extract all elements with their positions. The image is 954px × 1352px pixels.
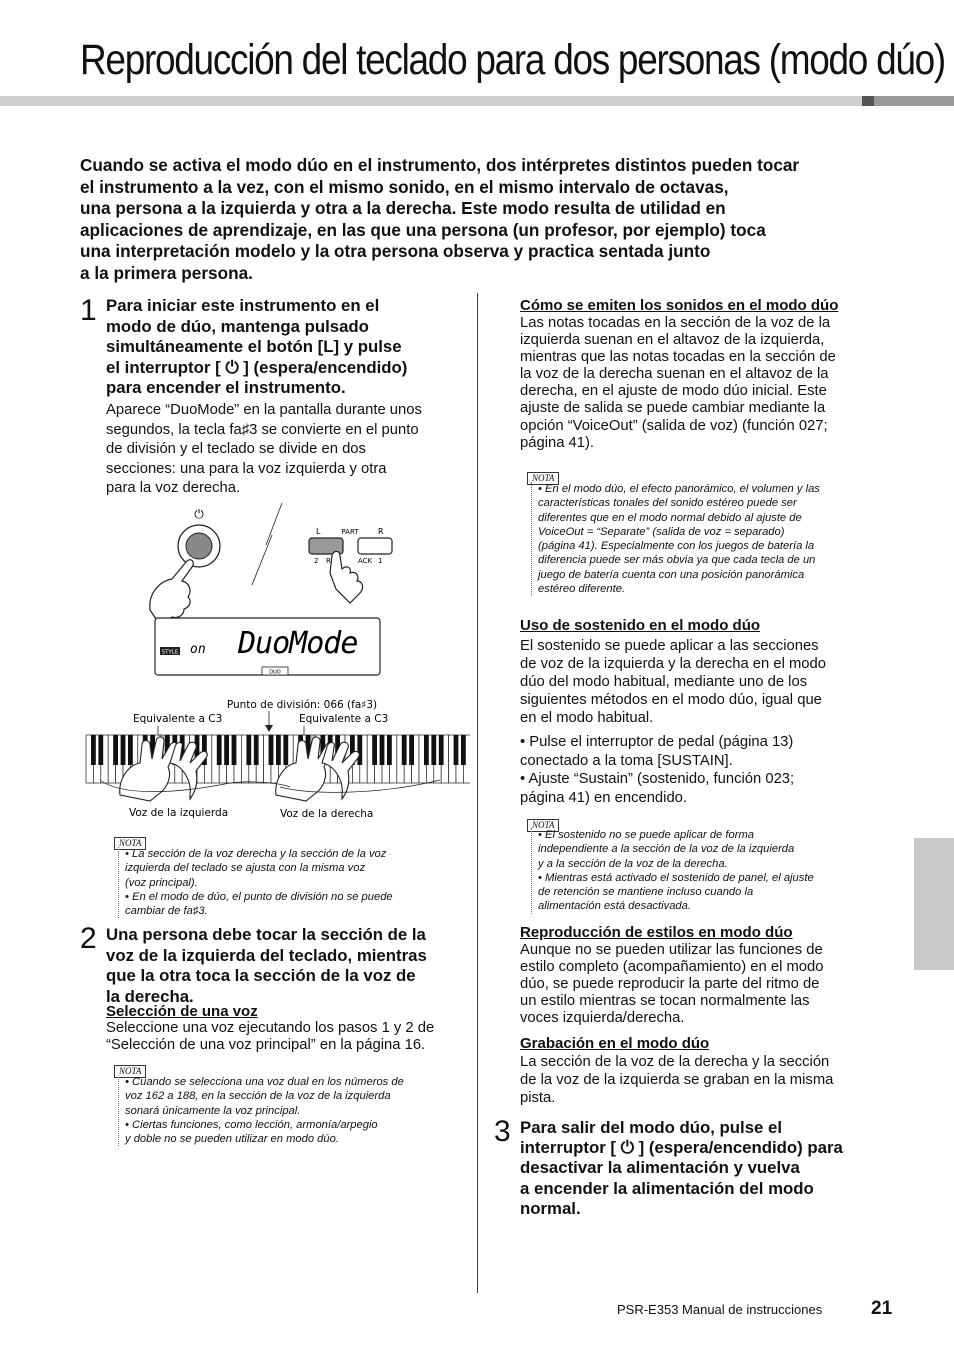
step-3-heading-line: a encender la alimentación del modo: [520, 1178, 814, 1198]
black-key: [357, 735, 362, 765]
note-badge: NOTA: [114, 837, 146, 850]
step-3-heading: [520, 1118, 843, 1219]
black-key: [424, 735, 429, 765]
black-key: [409, 735, 414, 765]
recording-line: La sección de la voz de la derecha y la sección: [520, 1054, 830, 1070]
black-key: [372, 735, 377, 765]
sound-output-line: mientras que las notas tocadas en la sección de: [520, 349, 836, 366]
sustain-body: [520, 637, 826, 727]
black-key: [224, 735, 229, 765]
note-3-line: diferencia puede ser más obvia ya que cada tecla de un: [538, 554, 816, 567]
step-1-heading-line: el interruptor [ ⏻ ] (espera/encendido): [106, 357, 408, 377]
black-key: [276, 735, 281, 765]
subhead-recording: Grabación en el modo dúo: [520, 1035, 710, 1052]
step-number-1: 1: [80, 294, 97, 327]
sound-output-line: opción “VoiceOut” (salida de voz) (función 027;: [520, 417, 828, 434]
page-number: 21: [871, 1298, 893, 1319]
sound-output-line: ajuste de salida se puede cambiar mediante la: [520, 400, 826, 417]
note-1-line: cambiar de fa♯3.: [125, 905, 208, 918]
recording-line: pista.: [520, 1090, 556, 1106]
note-4-text: [531, 828, 814, 914]
black-key: [454, 735, 459, 765]
note-1-text: [118, 847, 393, 918]
note-2-line: • Ciertas funciones, como lección, armonía/arpegio: [125, 1118, 378, 1131]
intro-paragraph: [80, 155, 880, 284]
subhead-select-voice: Selección de una voz: [106, 1003, 258, 1020]
page-title: Reproducción del teclado para dos personas (modo dúo): [80, 36, 945, 84]
r-button-label: R: [378, 527, 384, 536]
note-2-text: [118, 1075, 404, 1146]
intro-line: Cuando se activa el modo dúo en el instrumento, dos intérpretes distintos pueden tocar: [80, 155, 800, 175]
sustain-line: siguientes métodos en el modo dúo, igual que: [520, 692, 822, 708]
sound-output-line: izquierda suenan en el altavoz de la izquierda,: [520, 332, 825, 349]
black-key: [380, 735, 385, 765]
note-3-line: • En el modo dúo, el efecto panorámico, el volumen y las: [538, 483, 820, 495]
note-1-line: (voz principal).: [125, 876, 198, 889]
note-4-line: y a la sección de la voz de la derecha.: [538, 857, 728, 870]
sustain-bullet-line: página 41) en encendido.: [520, 789, 688, 806]
black-key: [269, 735, 274, 765]
black-key: [283, 735, 288, 765]
step-1-body-line: segundos, la tecla fa♯3 se convierte en el punto: [106, 421, 419, 438]
sound-output-line: página 41).: [520, 434, 595, 451]
black-key: [232, 735, 237, 765]
black-key: [439, 735, 444, 765]
note-1-line: • En el modo de dúo, el punto de división no se puede: [125, 890, 393, 903]
svg-text:R: R: [326, 557, 331, 565]
sustain-bullet-line: conectado a la toma [SUSTAIN].: [520, 752, 733, 769]
sound-output-line: Las notas tocadas en la sección de la voz de la: [520, 315, 831, 331]
style-playback-line: estilo completo (acompañamiento) en el modo: [520, 959, 824, 976]
step-1-body-line: secciones: una para la voz izquierda y otra: [106, 460, 387, 477]
subhead-sustain: Uso de sostenido en el modo dúo: [520, 617, 761, 634]
note-3-line: VoiceOut = “Separate” (salida de voz = separado): [538, 525, 785, 538]
step-3-heading-line: interruptor [ ⏻ ] (espera/encendido) para: [520, 1138, 843, 1158]
step-1-heading-line: simultáneamente el botón [L] y pulse: [106, 337, 402, 356]
style-playback-line: dúo, se puede reproducir la parte del ritmo de: [520, 976, 820, 993]
black-key: [217, 735, 222, 765]
black-key: [461, 735, 466, 765]
black-key: [402, 735, 407, 765]
style-playback-body: [520, 942, 824, 1027]
step-1-body-line: de división y el teclado se divide en dos: [106, 441, 366, 457]
note-1-line: izquierda del teclado se ajusta con la misma voz: [125, 862, 366, 875]
step-3-heading-line: Para salir del modo dúo, pulse el: [520, 1118, 783, 1137]
chapter-side-tab: [914, 838, 954, 970]
voice-right-label: Voz de la derecha: [280, 808, 374, 820]
intro-line: el instrumento a la vez, con el mismo sonido, en el mismo intervalo de octavas,: [80, 176, 729, 197]
note-badge: NOTA: [114, 1065, 146, 1078]
svg-text:2: 2: [314, 557, 319, 565]
note-4-line: independiente a la sección de la voz de la izquierda: [538, 843, 795, 856]
split-point-label: Punto de división: 066 (fa♯3): [226, 699, 378, 711]
step-2-body-line: Seleccione una voz ejecutando los pasos 1 y 2 de: [106, 1020, 435, 1036]
column-divider: [477, 293, 478, 1293]
note-3-line: juego de batería cuenta con una posición panorámica: [538, 568, 805, 581]
note-4-line: alimentación está desactivada.: [538, 900, 691, 913]
note-2-line: sonará únicamente la voz principal.: [125, 1104, 301, 1117]
step-number-3: 3: [494, 1115, 511, 1148]
sustain-line: de voz de la izquierda y la derecha en el modo: [520, 656, 826, 672]
note-3-text: [531, 482, 820, 596]
black-key: [387, 735, 392, 765]
black-key: [98, 735, 103, 765]
note-2-line: • Cuando se selecciona una voz dual en los números de: [125, 1076, 404, 1088]
header-rule-accent: [862, 96, 874, 106]
lcd-main-text: DuoMode: [238, 626, 358, 661]
sustain-bullets: [520, 733, 794, 807]
step-2-heading-line: que la otra toca la sección de la voz de: [106, 966, 416, 985]
intro-line: una interpretación modelo y la otra persona observa y practica sentada junto: [80, 241, 711, 261]
black-key: [431, 735, 436, 765]
sustain-line: dúo del modo habitual, mediante uno de los: [520, 674, 808, 690]
intro-line: una persona a la izquierda y otra a la derecha. Este modo resulta de utilidad en: [80, 198, 726, 218]
note-3-line: estéreo diferente.: [538, 583, 626, 596]
note-badge: NOTA: [527, 819, 559, 832]
sustain-line: en el modo habitual.: [520, 710, 654, 726]
svg-text:1: 1: [378, 557, 383, 565]
step-1-heading-line: Para iniciar este instrumento en el: [106, 296, 380, 315]
sound-output-body: [520, 315, 836, 452]
r-button: [358, 538, 392, 554]
note-3-line: diferentes que en el modo normal debido al ajuste de: [538, 511, 802, 524]
footer-manual-title: PSR-E353 Manual de instrucciones: [617, 1302, 823, 1317]
step-2-body-line: “Selección de una voz principal” en la página 16.: [106, 1037, 426, 1054]
step-2-body: [106, 1020, 434, 1054]
left-hand-icon: [150, 560, 194, 625]
note-badge: NOTA: [527, 472, 559, 485]
intro-line: a la primera persona.: [80, 262, 253, 283]
power-button: [186, 533, 212, 559]
step-2-heading-line: la derecha.: [106, 986, 194, 1006]
equiv-right-label: Equivalente a C3: [299, 713, 389, 725]
part-label: PART: [341, 528, 359, 536]
lcd-on-text: on: [190, 642, 206, 657]
duo-mode-figure: [80, 495, 470, 830]
split-arrow-icon: [265, 725, 273, 732]
style-playback-line: un estilo mientras se tocan normalmente las: [520, 993, 810, 1010]
subhead-sound-output: Cómo se emiten los sonidos en el modo dúo: [520, 297, 839, 314]
sustain-bullet-line: • Ajuste “Sustain” (sostenido, función 023;: [520, 771, 795, 787]
sustain-bullet-line: • Pulse el interruptor de pedal (página 13): [520, 734, 794, 750]
equiv-left-label: Equivalente a C3: [133, 713, 223, 725]
svg-text:STYLE: STYLE: [161, 649, 179, 656]
sound-output-line: derecha, en el ajuste de modo dúo inicial. Este: [520, 383, 827, 400]
step-number-2: 2: [80, 922, 97, 955]
black-key: [246, 735, 251, 765]
note-2-line: y doble no se pueden utilizar en modo dúo.: [125, 1133, 339, 1146]
black-key: [254, 735, 259, 765]
power-icon: ⏻: [194, 507, 204, 521]
note-4-line: • El sostenido no se puede aplicar de forma: [538, 829, 754, 841]
step-1-body: [106, 401, 422, 499]
intro-line: aplicaciones de aprendizaje, en las que una persona (un profesor, por ejemplo) toca: [80, 219, 766, 240]
step-3-heading-line: desactivar la alimentación y vuelva: [520, 1158, 800, 1178]
style-playback-line: Aunque no se pueden utilizar las funciones de: [520, 942, 823, 958]
header-rule: [0, 96, 862, 106]
black-key: [113, 735, 118, 765]
subhead-style-playback: Reproducción de estilos en modo dúo: [520, 924, 793, 941]
step-2-heading-line: Una persona debe tocar la sección de la: [106, 925, 426, 944]
svg-text:DUO: DUO: [269, 669, 281, 676]
l-button-label: L: [316, 527, 321, 536]
sustain-line: El sostenido se puede aplicar a las secciones: [520, 638, 819, 654]
step-2-heading-line: voz de la izquierda del teclado, mientras: [106, 945, 427, 965]
step-2-heading: [106, 925, 427, 1007]
black-key: [121, 735, 126, 765]
step-1-heading-line: modo de dúo, mantenga pulsado: [106, 316, 369, 336]
note-1-line: • La sección de la voz derecha y la sección de la voz: [125, 848, 387, 860]
svg-text:ACK: ACK: [358, 557, 373, 565]
black-key: [128, 735, 133, 765]
step-1-body-line: Aparece “DuoMode” en la pantalla durante unos: [106, 402, 422, 418]
note-3-line: características tonales del sonido estéreo puede ser: [538, 497, 797, 510]
step-1-heading: [106, 296, 407, 399]
style-playback-line: voces izquierda/derecha.: [520, 1010, 685, 1027]
sound-output-line: la voz de la derecha suenan en el altavoz de la: [520, 366, 829, 383]
step-3-heading-line: normal.: [520, 1198, 581, 1218]
header-rule-tab: [874, 96, 954, 106]
step-1-heading-line: para encender el instrumento.: [106, 378, 346, 397]
recording-line: de la voz de la izquierda se graban en la misma: [520, 1072, 834, 1088]
note-3-line: (página 41). Especialmente con los juegos de batería la: [538, 540, 815, 553]
step-1-body-line: para la voz derecha.: [106, 480, 241, 496]
black-key: [91, 735, 96, 765]
note-4-line: • Mientras está activado el sostenido de panel, el ajuste: [538, 871, 814, 884]
note-4-line: de retención se mantiene incluso cuando la: [538, 886, 754, 899]
recording-body: [520, 1053, 833, 1107]
note-2-line: voz 162 a 188, en la sección de la voz de la izquierda: [125, 1090, 391, 1103]
voice-left-label: Voz de la izquierda: [129, 807, 229, 819]
